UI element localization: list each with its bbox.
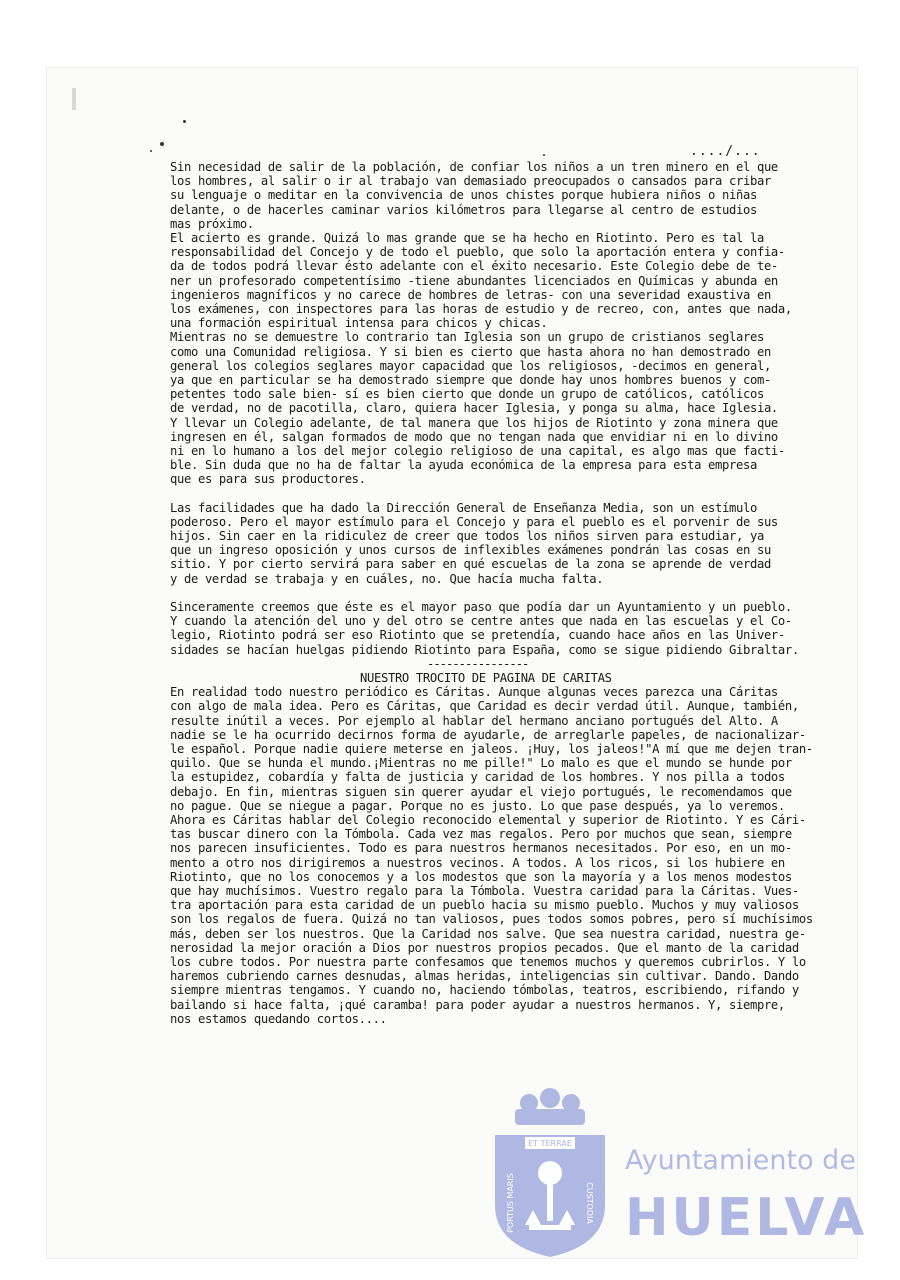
text-line: mento a otro nos dirigiremos a nuestros vecinos. A todos. A los ricos, si los hubiere en [170,855,785,870]
text-line: con algo de mala idea. Pero es Cáritas, que Caridad es decir verdad útil. Aunque, también, [170,699,799,714]
text-line: que es para sus productores. [170,472,366,487]
text-line: Y llevar un Colegio adelante, de tal manera que los hijos de Riotinto y zona minera que [170,415,778,430]
ink-speck [160,142,164,146]
text-line: nerosidad la mejor oración a Dios por nuestros propios pecados. Que el manto de la caridad [170,940,799,955]
text-line: haremos cubriendo carnes desnudas, almas heridas, inteligencias sin cultivar. Dando. Dando [170,969,799,984]
seal-motto-top: ET TERRAE [528,1139,572,1148]
body-section-main [170,160,820,657]
text-line: ingenieros magníficos y no carece de hombres de letras- con una severidad exaustiva en [170,287,771,302]
text-line: ble. Sin duda que no ha de faltar la ayuda económica de la empresa para esta empresa [170,458,757,473]
text-line: nos parecen insuficientes. Todo es para nuestros hermanos necesitados. Por eso, en un mo- [170,841,792,856]
text-line: su lenguaje o meditar en la convivencia de unos chistes porque hubiera niños o niñas [170,188,757,203]
text-line: sitio. Y por cierto servirá para saber en qué escuelas de la zona se aprende de verdad [170,557,771,572]
text-line: los exámenes, con inspectores para las horas de estudio y de recreo, con, antes que nada, [170,302,792,317]
text-line: Sinceramente creemos que éste es el mayor paso que podía dar un Ayuntamiento y un pueblo. [170,599,792,614]
text-line: ya que en particular se ha demostrado siempre que donde hay unos hombres buenos y com- [170,373,771,388]
text-line: Sin necesidad de salir de la población, de confiar los niños a un tren minero en el que [170,160,778,174]
text-line: los cubre todos. Por nuestra parte confesamos que tenemos muchos y queremos cubrirlos. Y lo [170,954,806,969]
text-line: Ahora es Cáritas hablar del Colegio reconocido elemental y superior de Riotinto. Y es Cári- [170,812,806,827]
text-line: que hay muchísimos. Vuestro regalo para la Tómbola. Vuestra caridad para la Cáritas. Vues- [170,883,799,898]
text-line: de verdad, no de pacotilla, claro, quiera hacer Iglesia, y ponga su alma, hace Iglesia. [170,401,778,416]
text-line: da de todos podrá llevar ésto adelante con el éxito necesario. Este Colegio debe de te- [170,259,778,274]
page-continuation-marker: ..../... [690,144,761,159]
text-line: ni en lo humano a los del mejor colegio religioso de una capital, es algo mas que facti- [170,444,785,459]
text-line: quilo. Que se hunda el mundo.¡Mientras no me pille!" Lo malo es que el mundo se hunde por [170,756,792,771]
text-line: que un ingreso oposición y unos cursos de inflexibles exámenes pondrán las cosas en su [170,543,771,558]
ink-speck [150,150,152,152]
text-line: son los regalos de fuera. Quizá no tan valiosos, pues todos somos pobres, pero sí muchísimos [170,912,813,927]
text-line: como una Comunidad religiosa. Y si bien es cierto que hasta ahora no han demostrado en [170,344,771,359]
text-line: En realidad todo nuestro periódico es Cáritas. Aunque algunas veces parezca una Cáritas [170,685,778,700]
text-line [170,586,820,600]
text-line: Mientras no se demuestre lo contrario tan Iglesia son un grupo de cristianos seglares [170,330,764,345]
section-divider: ---------------- [427,656,529,671]
text-line: Riotinto, que no los conocemos y a los modestos que son la mayoría y a los menos modestos [170,869,792,884]
text-line: bailando si hace falta, ¡qué caramba! para poder ayudar a nuestros hermanos. Y, siempre, [170,997,785,1012]
text-line: ner un profesorado competentísimo -tiene abundantes licenciados en Químicas y abunda en [170,273,778,288]
text-line: mas próximo. [170,216,254,231]
text-line: poderoso. Pero el mayor estímulo para el Concejo y para el pueblo es el porvenir de sus [170,514,778,529]
text-line: Y cuando la atención del uno y del otro se centre antes que nada en las escuelas y el Co- [170,614,792,629]
huelva-watermark-logo [485,1085,868,1260]
text-line: le español. Porque nadie quiere meterse en jaleos. ¡Huy, los jaleos!"A mí que me dejen tran- [170,741,813,756]
text-line: una formación espiritual intensa para chicos y chicas. [170,316,548,331]
text-line: hijos. Sin caer en la ridiculez de creer que todos los niños sirven para estudiar, ya [170,529,764,544]
text-line: y de verdad se trabaja y en cuáles, no. Que hacía mucha falta. [170,571,604,586]
text-line: más, deben ser los nuestros. Que la Caridad nos salve. Que sea nuestra caridad, nuestra ge- [170,926,806,941]
text-line: general los colegios seglares mayor capacidad que los religiosos, -decimos en general, [170,358,771,373]
text-line: delante, o de hacerles caminar varios kilómetros para llegarse al centro de estudios [170,202,757,217]
text-line: petentes todo sale bien- sí es bien cierto que donde un grupo de católicos, católicos [170,387,764,402]
text-line: la estupidez, cobardía y falta de justicia y caridad de los hombres. Y nos pilla a todos [170,770,785,785]
text-line: los hombres, al salir o ir al trabajo van demasiado preocupados o cansados para cribar [170,174,771,189]
watermark-text-ayuntamiento: Ayuntamiento de [625,1145,856,1176]
text-line: no pague. Que se niegue a pagar. Porque no es justo. Lo que pase después, ya lo veremos. [170,798,785,813]
section-heading: NUESTRO TROCITO DE PAGINA DE CARITAS [360,670,612,685]
text-line: siempre mientras tengamos. Y cuando no, haciendo tómbolas, teatros, escribiendo, rifando y [170,983,799,998]
text-line: responsabilidad del Concejo y de todo el pueblo, que solo la aportación entera y confia- [170,245,785,260]
text-line: tas buscar dinero con la Tómbola. Cada vez mas regalos. Pero por muchos que sean, siempre [170,827,792,842]
text-line: resulte inútil a veces. Por ejemplo al hablar del hermano anciano portugués del Alto. A [170,713,778,728]
city-seal-icon [485,1085,615,1260]
text-line: nadie se le ha ocurrido decirnos forma de ayudarle, de arreglarle papeles, de nacionalizar- [170,727,806,742]
ink-speck [543,154,545,156]
body-section-caritas [170,685,820,1026]
text-line [170,487,820,501]
seal-motto-left: PORTUS MARIS [506,1173,515,1233]
text-line: ingresen en él, salgan formados de modo que no tengan nada que envidiar ni en lo divino [170,429,778,444]
text-line: debajo. En fin, mientras siguen sin querer ayudar el viejo portugués, le recomendamos que [170,784,792,799]
text-line: El acierto es grande. Quizá lo mas grande que se ha hecho en Riotinto. Pero es tal la [170,231,764,246]
text-line: Las facilidades que ha dado la Dirección General de Enseñanza Media, son un estímulo [170,500,757,515]
text-line: sidades se hacían huelgas pidiendo Riotinto para España, como se sigue pidiendo Gibraltar. [170,642,799,657]
page-edge-mark [72,88,76,110]
text-line: nos estamos quedando cortos.... [170,1011,387,1026]
text-line: legio, Riotinto podrá ser eso Riotinto que se pretendía, cuando hace años en las Univer- [170,628,785,643]
watermark-text-huelva: HUELVA [625,1188,868,1248]
seal-motto-right: CUSTODIA [585,1182,594,1224]
text-line: tra aportación para esta caridad de un pueblo hacia su mismo pueblo. Muchos y muy valiosos [170,898,799,913]
typewritten-body [170,160,820,1026]
ink-speck [183,120,186,123]
